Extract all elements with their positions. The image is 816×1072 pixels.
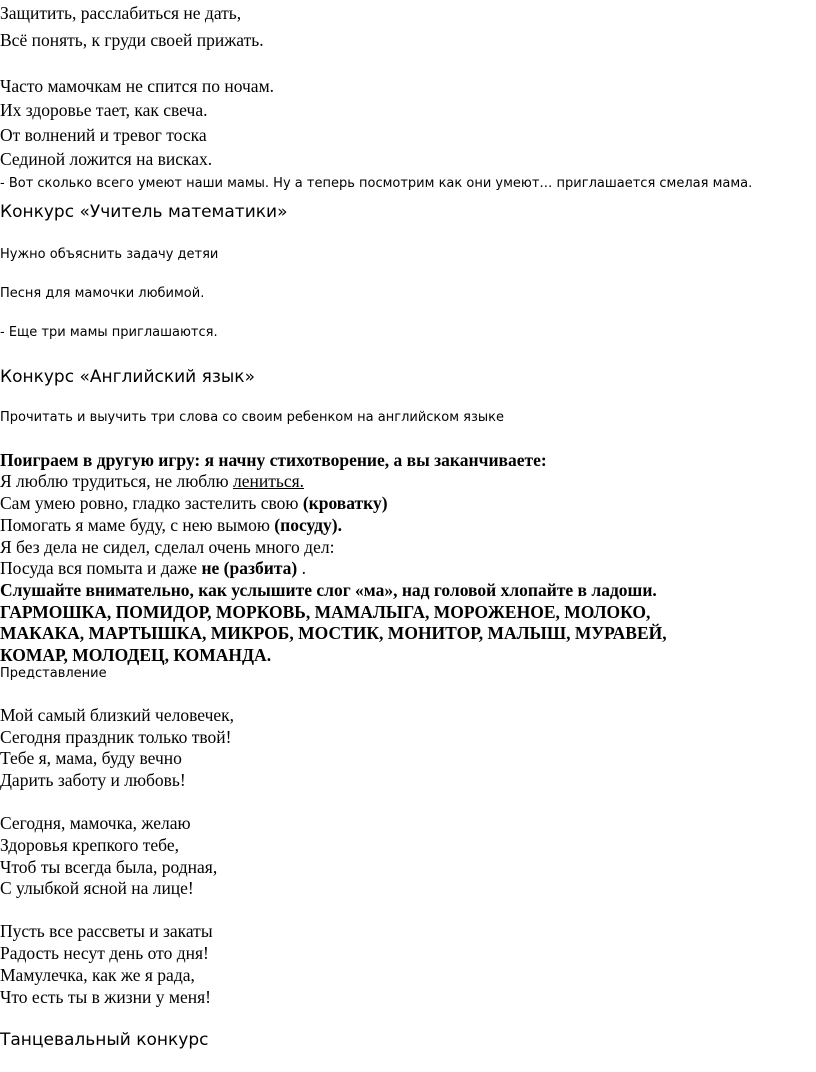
poem-line: Чтоб ты всегда была, родная, (0, 857, 218, 877)
poem-line: Тебе я, мама, буду вечно (0, 748, 182, 768)
poem-line: Мамулечка, как же я рада, (0, 965, 195, 985)
syllable-words-line: КОМАР, МОЛОДЕЦ, КОМАНДА. (0, 645, 272, 665)
host-line: - Вот сколько всего умеют наши мамы. Ну а теперь посмотрим как они умеют… приглашается смелая мама. (0, 176, 753, 191)
game-answer: (кроватку) (302, 493, 388, 513)
game-line-text: Помогать я маме буду, с нею вымою (0, 515, 275, 535)
poem-line: Их здоровье тает, как свеча. (0, 100, 208, 120)
poem-line: Здоровья крепкого тебе, (0, 835, 179, 855)
poem-line: Пусть все рассветы и закаты (0, 921, 213, 941)
poem-line: От волнений и тревог тоска (0, 125, 207, 145)
poem-line: Сегодня праздник только твой! (0, 727, 232, 747)
performance-label: Представление (0, 666, 107, 681)
game-line-text: Я люблю трудиться, не люблю (0, 471, 233, 491)
syllable-words-line: ГАРМОШКА, ПОМИДОР, МОРКОВЬ, МАМАЛЫГА, МОРОЖЕНОЕ, МОЛОКО, (0, 602, 651, 622)
poem-line: Сегодня, мамочка, желаю (0, 813, 191, 833)
contest-english-task: Прочитать и выучить три слова со своим ребенком на английском языке (0, 410, 505, 425)
syllable-instruction: Слушайте внимательно, как услышите слог «ма», над головой хлопайте в ладоши. (0, 580, 657, 600)
poem-line: С улыбкой ясной на лице! (0, 878, 194, 898)
poem-line: Сединой ложится на висках. (0, 149, 213, 169)
game-line-5 (0, 557, 306, 579)
poem-line: Всё понять, к груди своей прижать. (0, 30, 264, 50)
game-answer: не (разбита) (201, 558, 298, 578)
poem-line: Часто мамочкам не спится по ночам. (0, 76, 275, 96)
poem-line: Мой самый близкий человечек, (0, 705, 235, 725)
contest-math-task: Нужно объяснить задачу детяи (0, 247, 219, 262)
poem-line: Защитить, расслабиться не дать, (0, 3, 242, 23)
poem-line: Что есть ты в жизни у меня! (0, 987, 211, 1007)
game-line-end: . (297, 558, 306, 578)
game-line-2 (0, 492, 388, 514)
game-line-4: Я без дела не сидел, сделал очень много дел: (0, 537, 335, 557)
dance-contest-title: Танцевальный конкурс (0, 1030, 209, 1050)
game-line-3 (0, 514, 342, 536)
game-intro: Поиграем в другую игру: я начну стихотворение, а вы заканчиваете: (0, 450, 547, 470)
game-line-text: Посуда вся помыта и даже (0, 558, 202, 578)
game-answer: лениться. (232, 471, 305, 491)
game-answer: (посуду). (274, 515, 342, 535)
syllable-words-line: МАКАКА, МАРТЫШКА, МИКРОБ, МОСТИК, МОНИТОР, МАЛЫШ, МУРАВЕЙ, (0, 623, 667, 643)
poem-line: Радость несут день ото дня! (0, 943, 209, 963)
game-line-1 (0, 470, 304, 492)
poem-line: Дарить заботу и любовь! (0, 770, 186, 790)
contest-english-title: Конкурс «Английский язык» (0, 367, 255, 387)
contest-math-title: Конкурс «Учитель математики» (0, 202, 288, 222)
song-line: Песня для мамочки любимой. (0, 286, 205, 301)
invite-line: - Еще три мамы приглашаются. (0, 325, 218, 340)
game-line-text: Сам умею ровно, гладко застелить свою (0, 493, 303, 513)
